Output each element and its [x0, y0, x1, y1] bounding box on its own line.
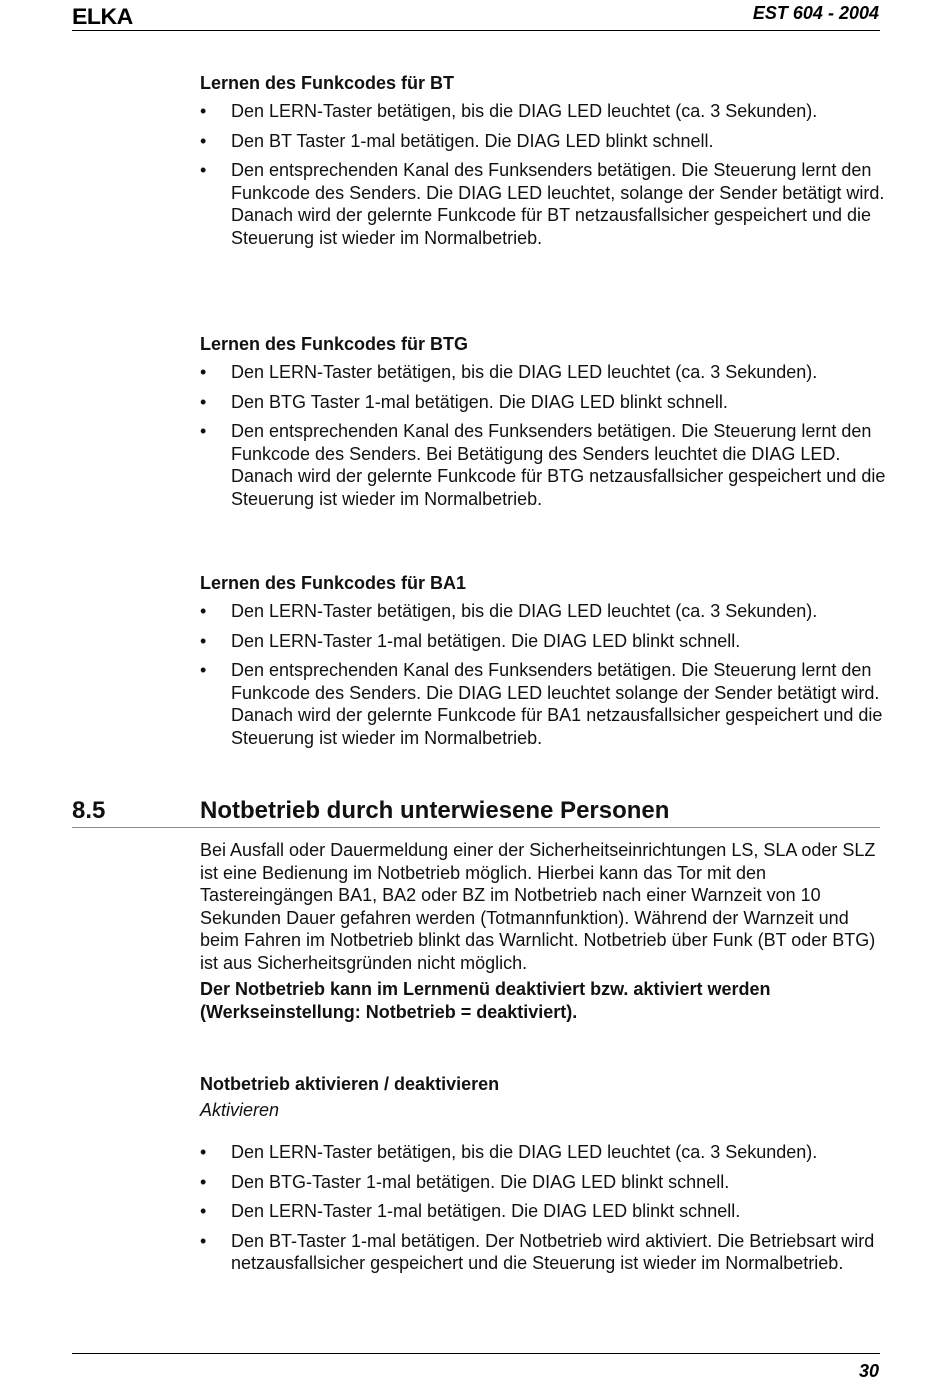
- section-heading: Lernen des Funkcodes für BA1: [200, 573, 467, 593]
- section-heading: Lernen des Funkcodes für BTG: [200, 334, 469, 354]
- list-item: • Den entsprechenden Kanal des Funksenders betätigen. Die Steuerung lernt den Funkcode des Senders. Die DIAG LED leuchtet, solange der Sender betätigt wird. Danach wird der gelernte Funkcode für BT netzausfallsicher gespeichert und die Steuerung ist wieder im Normalbetrieb.: [200, 159, 890, 249]
- chapter-number: 8.5: [72, 797, 106, 824]
- list-item: • Den BT-Taster 1-mal betätigen. Der Notbetrieb wird aktiviert. Die Betriebsart wird netzausfallsicher gespeichert und die Steuerung ist wieder im Normalbetrieb.: [200, 1230, 890, 1275]
- chapter-bold-paragraph: Der Notbetrieb kann im Lernmenü deaktiviert bzw. aktiviert werden (Werkseinstellung: Notbetrieb = deaktiviert).: [200, 979, 771, 1022]
- section-bt: [200, 72, 890, 256]
- elka-logo: ELKA: [72, 4, 133, 29]
- list-item: • Den LERN-Taster betätigen, bis die DIAG LED leuchtet (ca. 3 Sekunden).: [200, 100, 890, 123]
- list-item: • Den LERN-Taster betätigen, bis die DIAG LED leuchtet (ca. 3 Sekunden).: [200, 361, 890, 384]
- list-item: • Den BT Taster 1-mal betätigen. Die DIAG LED blinkt schnell.: [200, 130, 890, 153]
- chapter-title: Notbetrieb durch unterwiesene Personen: [200, 797, 670, 824]
- list-item: • Den LERN-Taster betätigen, bis die DIAG LED leuchtet (ca. 3 Sekunden).: [200, 1141, 890, 1164]
- section-heading: Lernen des Funkcodes für BT: [200, 73, 455, 93]
- list-item: • Den entsprechenden Kanal des Funksenders betätigen. Die Steuerung lernt den Funkcode des Senders. Die DIAG LED leuchtet solange der Sender betätigt wird. Danach wird der gelernte Funkcode für BA1 netzausfallsicher gespeichert und die Steuerung ist wieder im Normalbetrieb.: [200, 659, 890, 749]
- list-item: • Den entsprechenden Kanal des Funksenders betätigen. Die Steuerung lernt den Funkcode des Senders. Bei Betätigung des Senders leuchtet die DIAG LED. Danach wird der gelernte Funkcode für BTG netzausfallsicher gespeichert und die Steuerung ist wieder im Normalbetrieb.: [200, 420, 890, 510]
- document-id: EST 604 - 2004: [752, 3, 879, 23]
- footer-rule: [72, 1353, 880, 1354]
- bullet-list: [200, 1141, 890, 1275]
- bullet-list: [200, 361, 890, 510]
- list-item: • Den LERN-Taster 1-mal betätigen. Die DIAG LED blinkt schnell.: [200, 1200, 890, 1223]
- page-number: 30: [858, 1361, 879, 1381]
- section-label: Aktivieren: [200, 1100, 280, 1120]
- section-ba1: [200, 572, 890, 756]
- chapter-paragraph: Bei Ausfall oder Dauermeldung einer der Sicherheitseinrichtungen LS, SLA oder SLZ ist eine Bedienung im Notbetrieb möglich. Hierbei kann das Tor mit den Tastereingängen BA1, BA2 oder BZ im Notbetrieb nach einer Warnzeit von 10 Sekunden Dauer gefahren werden (Totmannfunktion). Während der Warnzeit und beim Fahren im Notbetrieb blinkt das Warnlicht. Notbetrieb über Funk (BT oder BTG) ist aus Sicherheitsgründen nicht möglich.: [200, 840, 876, 973]
- bullet-list: [200, 600, 890, 749]
- header-rule: [72, 30, 880, 31]
- chapter-body: [200, 839, 890, 1023]
- list-item: • Den LERN-Taster 1-mal betätigen. Die DIAG LED blinkt schnell.: [200, 630, 890, 653]
- chapter-rule: [72, 827, 880, 828]
- section-heading: Notbetrieb aktivieren / deaktivieren: [200, 1074, 500, 1094]
- list-item: • Den BTG-Taster 1-mal betätigen. Die DIAG LED blinkt schnell.: [200, 1171, 890, 1194]
- bullet-list: [200, 100, 890, 249]
- section-notbetrieb: [200, 1073, 890, 1282]
- list-item: • Den BTG Taster 1-mal betätigen. Die DIAG LED blinkt schnell.: [200, 391, 890, 414]
- list-item: • Den LERN-Taster betätigen, bis die DIAG LED leuchtet (ca. 3 Sekunden).: [200, 600, 890, 623]
- section-btg: [200, 333, 890, 517]
